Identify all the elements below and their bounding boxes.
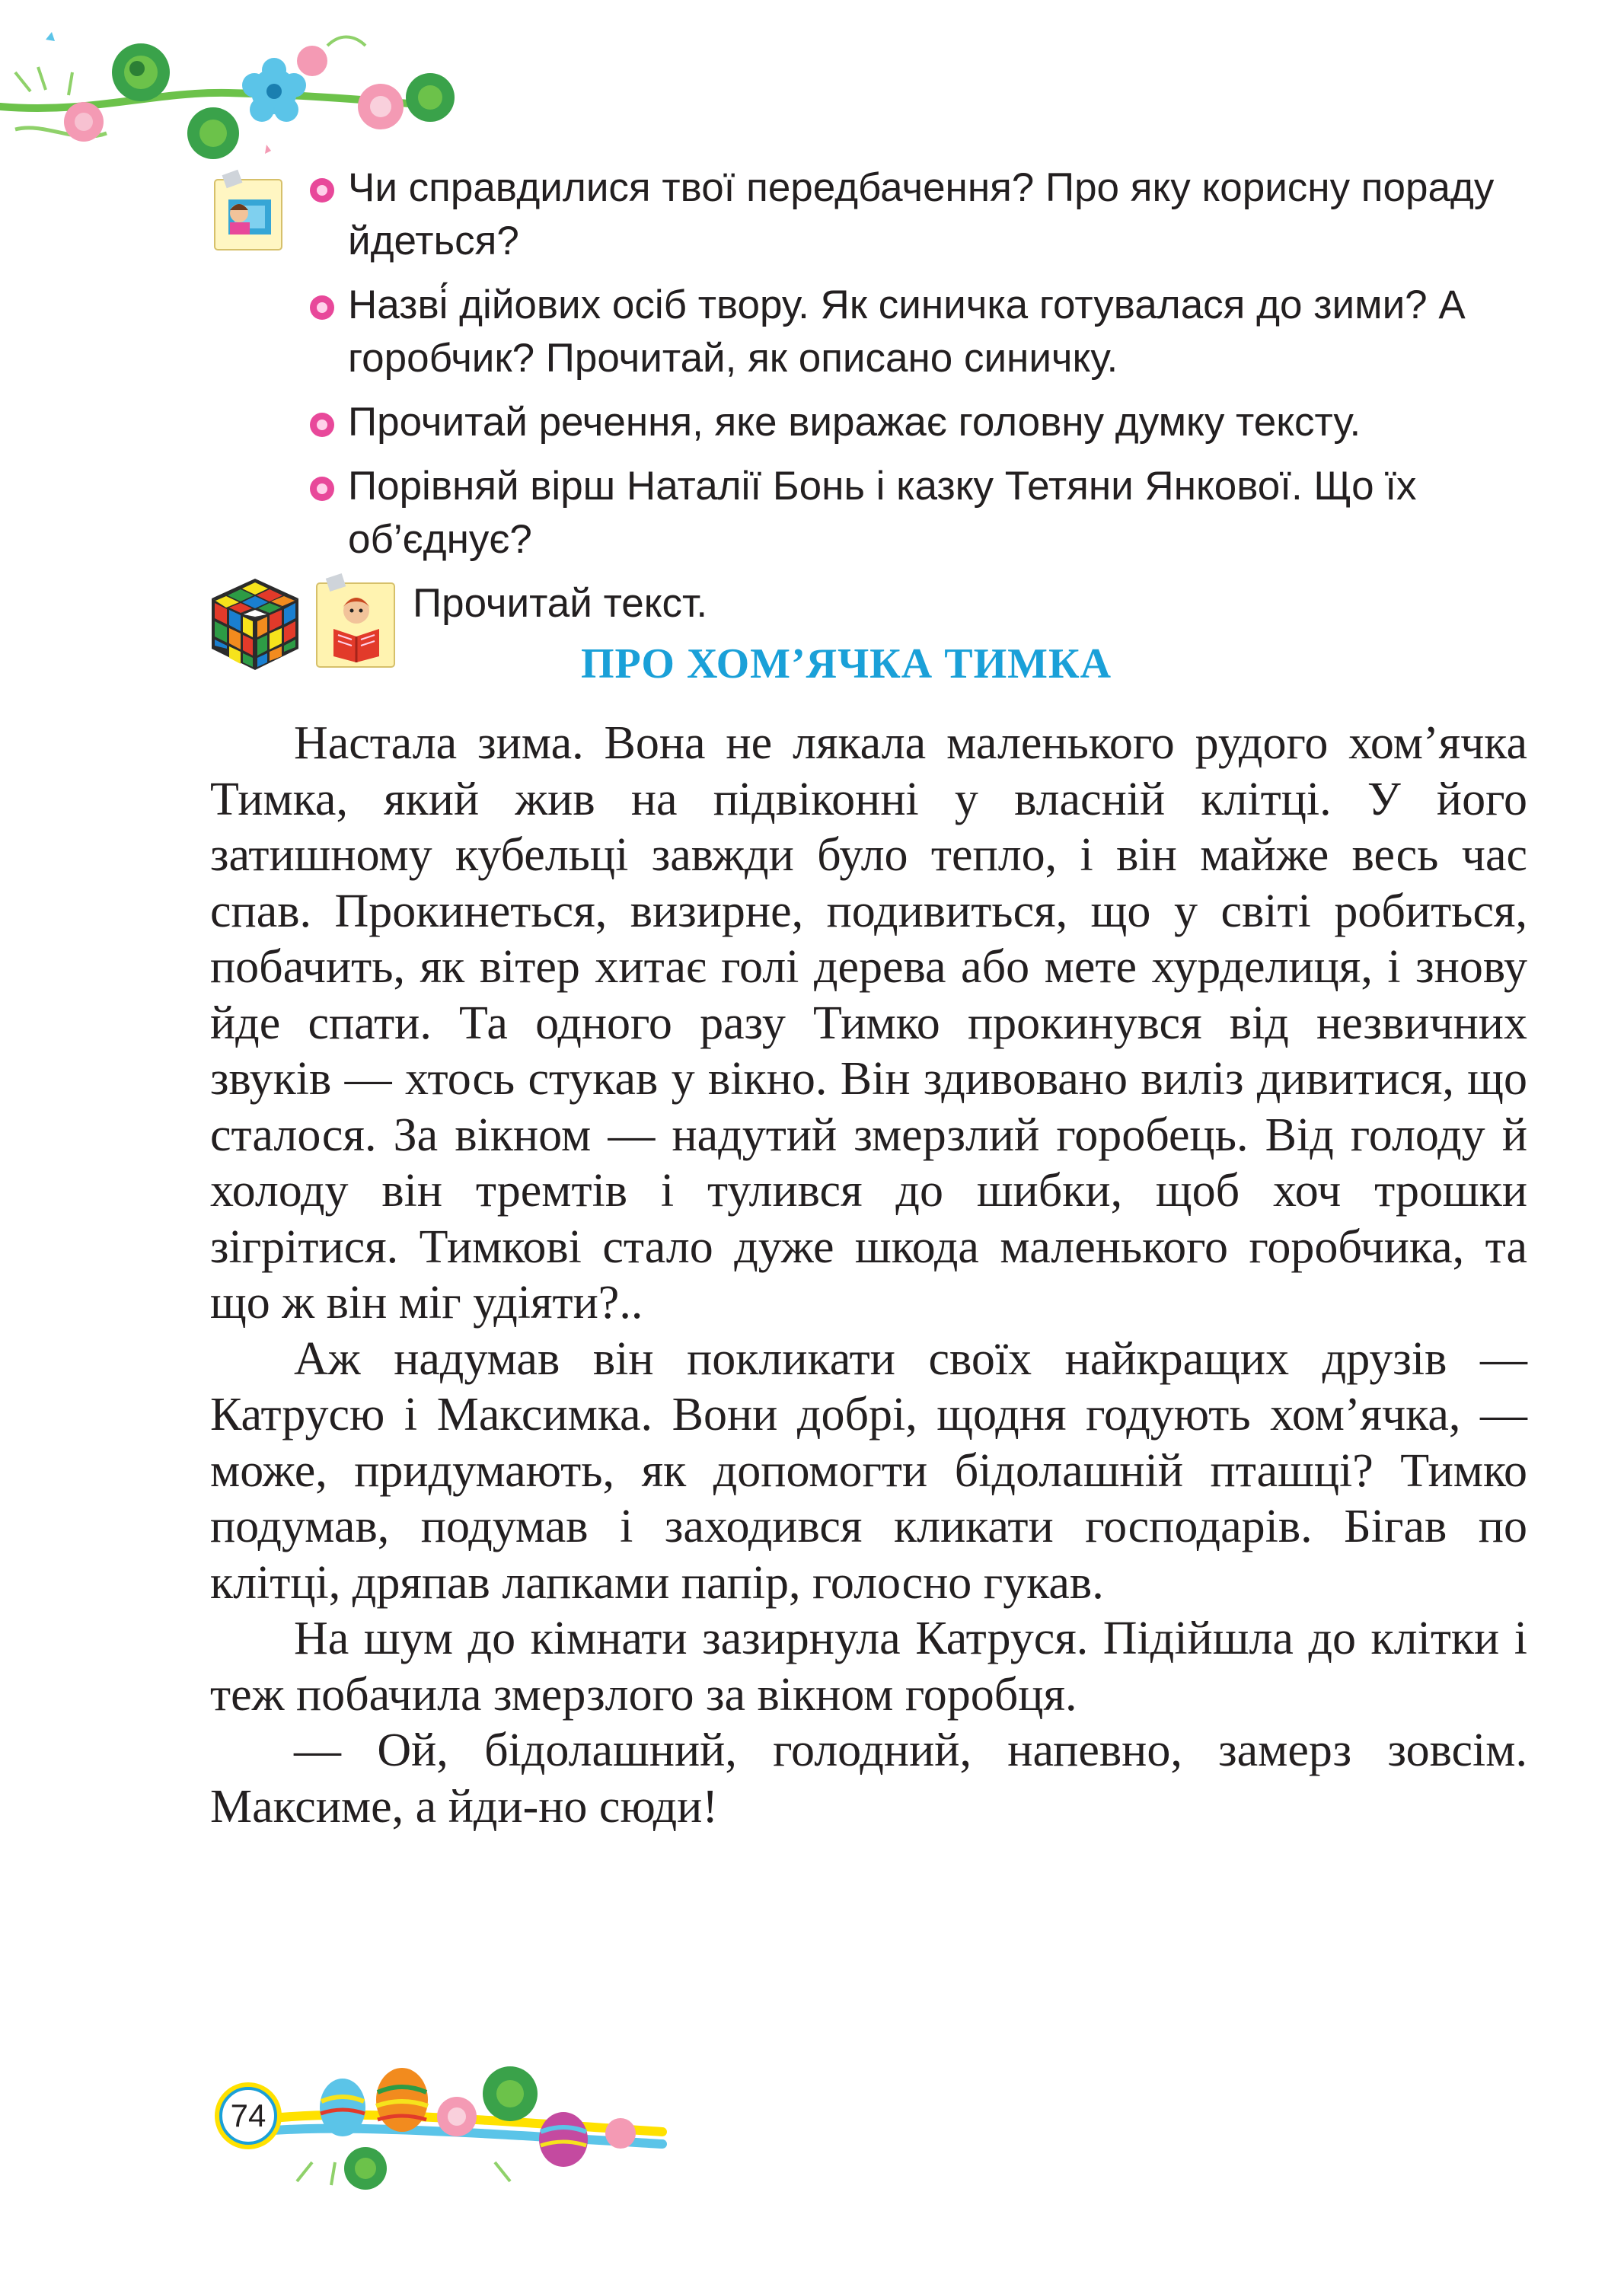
question-item <box>308 396 1527 449</box>
story-paragraph: На шум до кімнати зазирнула Катруся. Підійшла до клітки і теж побачила змерзлого за вікном горобця. <box>210 1613 1527 1721</box>
question-item <box>308 279 1527 385</box>
question-text: Прочитай речення, яке виражає головну думку тексту. <box>348 400 1361 445</box>
floral-header-decoration <box>0 0 457 175</box>
story-body <box>210 716 1527 1835</box>
story-paragraph: — Ой, бідолашний, голодний, напевно, замерз зовсім. Максиме, а йди-но сюди! <box>210 1724 1527 1833</box>
easter-egg-icon <box>539 2112 588 2167</box>
question-text: Чи справдилися твої передбачення? Про яку корисну пораду йдеться? <box>348 165 1495 263</box>
question-text: Назві́ дійових осіб твору. Як синичка готувалася до зими? А горобчик? Прочитай, як описано синичку. <box>348 282 1466 381</box>
story-paragraph: Настала зима. Вона не лякала маленького рудого хом’ячка Тимка, який жив на підвіконні у власній клітці. У його затишному кубельці завжди було тепло, і він майже весь час спав. Прокинеться, визирне, подивиться, що у світі робиться, побачить, як вітер хитає голі дерева або мете хурделиця, і знову йде спати. Та одного разу Тимко прокинувся від незвичних звуків — хтось стукав у вікно. Він здивовано виліз дивитися, що сталося. За вікном — надутий змерзлий горобець. Від голоду й холоду він тремтів і тулився до шибки, щоб хоч трошки зігрітися. Тимкові стало дуже шкода маленького горобчика, та що ж він міг удіяти?.. <box>210 717 1527 1329</box>
question-item <box>308 161 1527 268</box>
story-paragraph: Аж надумав він покликати своїх найкращих друзів — Катрусю і Максимка. Вони добрі, щодня годують хом’ячка, — може, придумають, як допомогти бідолашній пташці? Тимко подумав, подумав і заходився кликати господарів. Бігав по клітці, дряпав лапками папір, голосно гукав. <box>210 1332 1527 1609</box>
page-number: 74 <box>215 2082 282 2149</box>
question-list <box>308 161 1527 577</box>
question-text: Порівняй вірш Наталії Бонь і казку Тетяни Янкової. Що їх об’єднує? <box>348 464 1417 562</box>
easter-egg-icon <box>376 2068 428 2132</box>
reading-instruction: Прочитай текст. <box>413 581 708 626</box>
pink-bullet-icon <box>310 295 334 320</box>
story-title: ПРО ХОМ’ЯЧКА ТИМКА <box>580 640 1112 688</box>
question-item <box>308 460 1527 566</box>
pink-bullet-icon <box>310 413 334 437</box>
pink-bullet-icon <box>310 178 334 203</box>
think-icon <box>210 169 286 254</box>
easter-egg-icon <box>320 2079 365 2136</box>
pink-bullet-icon <box>310 477 334 501</box>
